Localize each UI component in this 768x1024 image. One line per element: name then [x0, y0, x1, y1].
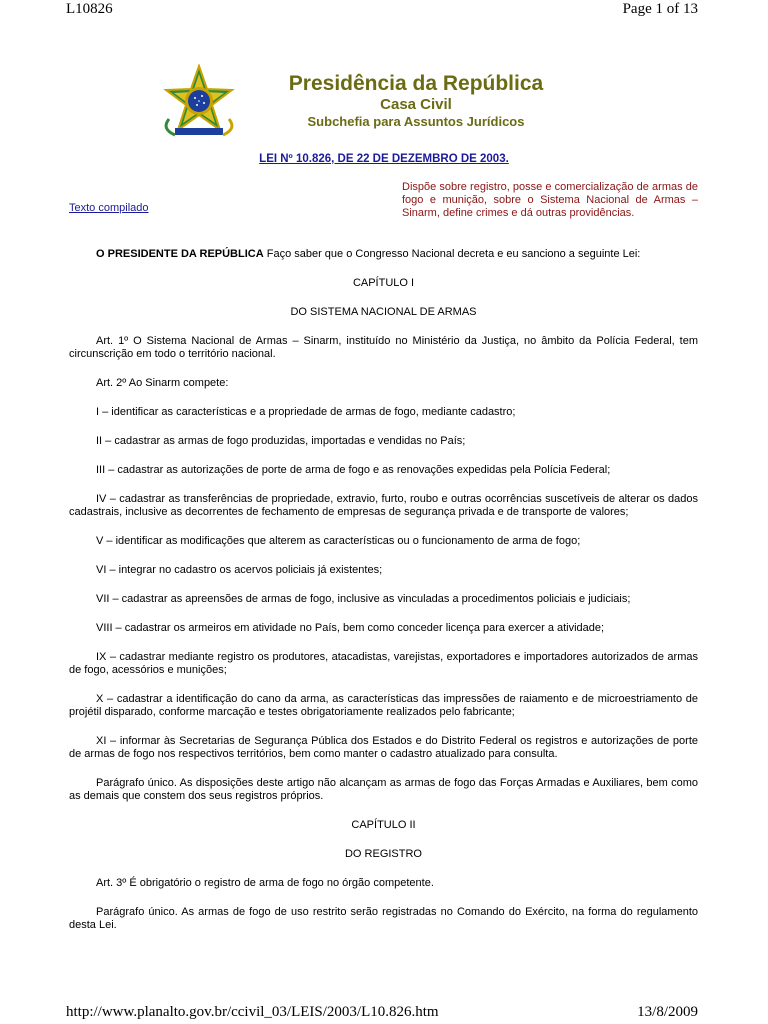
- gov-header: [236, 71, 596, 131]
- preamble-bold: O PRESIDENTE DA REPÚBLICA: [96, 248, 264, 260]
- print-header-doc-name: L10826: [66, 1, 113, 17]
- article-2-paragraph: Parágrafo único. As disposições deste artigo não alcançam as armas de fogo das Forças Armadas e Auxiliares, bem como as demais que constem dos seus registros próprios.: [69, 777, 698, 802]
- gov-subtitle-casa-civil: Casa Civil: [380, 96, 452, 113]
- article-2-item: XI – informar às Secretarias de Segurança Pública dos Estados e do Distrito Federal os registros e autorizações de porte de armas de fogo nos respectivos territórios, bem como manter o cadastro atualizado para consulta.: [69, 735, 698, 760]
- chapter-2-label: CAPÍTULO II: [351, 819, 416, 831]
- article-2-item: VI – integrar no cadastro os acervos policiais já existentes;: [96, 564, 383, 576]
- chapter-2-title: DO REGISTRO: [344, 848, 422, 860]
- article-3-paragraph: Parágrafo único. As armas de fogo de uso restrito serão registradas no Comando do Exército, na forma do regulamento desta Lei.: [69, 906, 698, 931]
- chapter-1-label: CAPÍTULO I: [352, 277, 415, 289]
- print-footer-date: 13/8/2009: [637, 1004, 698, 1020]
- texto-compilado-link[interactable]: Texto compilado: [69, 202, 149, 214]
- article-2-item: IX – cadastrar mediante registro os produtores, atacadistas, varejistas, exportadores e importadores autorizados de armas de fogo, acessórios e munições;: [69, 651, 698, 676]
- print-header-page-number: Page 1 of 13: [622, 1, 698, 17]
- article-2-item: VII – cadastrar as apreensões de armas de fogo, inclusive as vinculadas a procedimentos policiais e judiciais;: [96, 593, 631, 605]
- law-title-link[interactable]: LEI Nº 10.826, DE 22 DE DEZEMBRO DE 2003.: [259, 153, 509, 165]
- gov-subtitle-subchefia: Subchefia para Assuntos Jurídicos: [307, 114, 525, 129]
- print-footer-url: http://www.planalto.gov.br/ccivil_03/LEIS/2003/L10.826.htm: [66, 1004, 439, 1020]
- preamble: [69, 248, 698, 261]
- article-2-item: IV – cadastrar as transferências de propriedade, extravio, furto, roubo e outras ocorrências suscetíveis de alterar os dados cadastrais, inclusive as decorrentes de fechamento de empresas de segurança privada e de transporte de valores;: [69, 493, 698, 518]
- coat-of-arms-icon: [162, 64, 236, 138]
- preamble-text: Faço saber que o Congresso Nacional decreta e eu sanciono a seguinte Lei:: [263, 248, 641, 260]
- article-2-item: II – cadastrar as armas de fogo produzidas, importadas e vendidas no País;: [96, 435, 466, 447]
- article-2-item: III – cadastrar as autorizações de porte de arma de fogo e as renovações expedidas pela Polícia Federal;: [96, 464, 611, 476]
- article-2-item: X – cadastrar a identificação do cano da arma, as características das impressões de raiamento e de microestriamento de projétil disparado, conforme marcação e testes obrigatoriamente realizados pelo fabricante;: [69, 693, 698, 718]
- article-1: Art. 1º O Sistema Nacional de Armas – Sinarm, instituído no Ministério da Justiça, no âmbito da Polícia Federal, tem circunscrição em todo o território nacional.: [69, 335, 698, 360]
- ementa: Dispõe sobre registro, posse e comercialização de armas de fogo e munição, sobre o Sistema Nacional de Armas – Sinarm, define crimes e dá outras providências.: [402, 181, 698, 219]
- article-2: Art. 2º Ao Sinarm compete:: [96, 377, 229, 389]
- law-body: [69, 248, 698, 948]
- article-3: Art. 3º É obrigatório o registro de arma de fogo no órgão competente.: [96, 877, 434, 889]
- gov-title: Presidência da República: [288, 72, 544, 95]
- article-2-item: I – identificar as características e a propriedade de armas de fogo, mediante cadastro;: [96, 406, 516, 418]
- chapter-1-title: DO SISTEMA NACIONAL DE ARMAS: [290, 306, 477, 318]
- article-2-item: VIII – cadastrar os armeiros em atividade no País, bem como conceder licença para exercer a atividade;: [96, 622, 605, 634]
- article-2-item: V – identificar as modificações que alterem as características ou o funcionamento de arma de fogo;: [96, 535, 581, 547]
